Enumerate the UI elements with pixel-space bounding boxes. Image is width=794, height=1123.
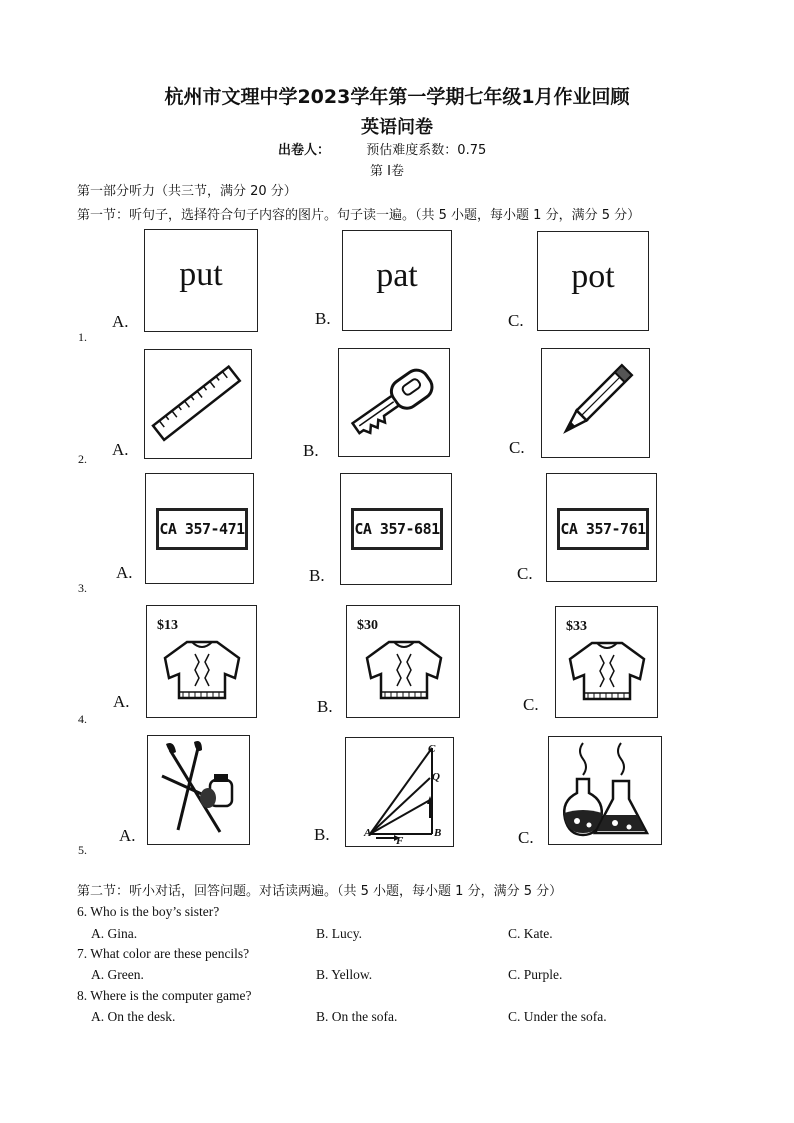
- question-7: 7. What color are these pencils?: [77, 946, 250, 961]
- option-c[interactable]: C. Kate.: [508, 926, 553, 941]
- question-6: 6. Who is the boy’s sister?: [77, 904, 220, 919]
- sweater-icon: [361, 636, 447, 706]
- vertex-label: A: [364, 827, 372, 839]
- difficulty-label: 预估难度系数：0.75: [366, 143, 487, 158]
- ruler-icon: [145, 350, 250, 457]
- option-c[interactable]: C. Under the sofa.: [508, 1009, 607, 1024]
- vertex-label: C: [428, 743, 436, 755]
- option-letter: B.: [317, 697, 333, 716]
- picture-pat[interactable]: [342, 230, 452, 331]
- part1-heading: 第一部分听力（共三节，满分 20 分）: [77, 184, 297, 199]
- picture-key[interactable]: [338, 348, 450, 457]
- picture-plate-a[interactable]: [145, 473, 254, 584]
- option-letter: B.: [315, 309, 331, 328]
- section1-heading: 第一节：听句子，选择符合句子内容的图片。句子读一遍。（共 5 小题，每小题 1 分，满分 5 分）: [77, 208, 641, 223]
- question-number: 4.: [78, 712, 87, 726]
- price-label: $30: [357, 618, 378, 633]
- option-letter: C.: [517, 564, 533, 583]
- author-label: 出卷人：: [278, 143, 331, 158]
- pencil-icon: [542, 349, 648, 456]
- option-letter: A.: [112, 312, 129, 331]
- option-b[interactable]: B. Lucy.: [316, 926, 362, 941]
- license-plate: CA 357-471: [156, 508, 248, 550]
- section2-heading: 第二节：听小对话，回答问题。对话读两遍。（共 5 小题，每小题 1 分，满分 5 分）: [77, 884, 563, 899]
- vertex-label: Q: [432, 771, 440, 783]
- license-plate: CA 357-681: [351, 508, 443, 550]
- option-c[interactable]: C. Purple.: [508, 967, 563, 982]
- option-letter: C.: [508, 311, 524, 330]
- option-letter: B.: [309, 566, 325, 585]
- picture-sweater-c[interactable]: [555, 606, 658, 718]
- option-letter: A.: [119, 826, 136, 845]
- picture-lab-flasks[interactable]: [548, 736, 662, 845]
- question-number: 1.: [78, 330, 87, 344]
- vertex-label: B: [434, 827, 442, 839]
- question-number: 2.: [78, 452, 87, 466]
- page-subtitle: 英语问卷: [361, 117, 433, 138]
- option-letter: B.: [303, 441, 319, 460]
- price-label: $13: [157, 618, 178, 633]
- question-number: 5.: [78, 843, 87, 857]
- word-pat: pat: [376, 257, 418, 294]
- sweater-icon: [564, 637, 650, 707]
- word-pot: pot: [571, 258, 615, 295]
- picture-triangle-diagram[interactable]: [345, 737, 454, 847]
- lab-flasks-icon: [549, 737, 660, 843]
- option-a[interactable]: A. On the desk.: [91, 1009, 176, 1024]
- key-icon: [339, 349, 448, 455]
- word-put: put: [179, 256, 223, 293]
- question-number: 3.: [78, 581, 87, 595]
- picture-sweater-a[interactable]: [146, 605, 257, 718]
- author-info: [278, 139, 486, 158]
- picture-pencil[interactable]: [541, 348, 650, 458]
- picture-art-tools[interactable]: [147, 735, 250, 845]
- question-8: 8. Where is the computer game?: [77, 988, 252, 1003]
- option-letter: A.: [116, 563, 133, 582]
- option-letter: C.: [523, 695, 539, 714]
- triangle-diagram-icon: [346, 738, 452, 845]
- vertex-label: F: [396, 835, 404, 845]
- sweater-icon: [159, 636, 245, 706]
- art-tools-icon: [148, 736, 248, 843]
- volume-label: 第 I卷: [370, 164, 404, 179]
- option-b[interactable]: B. On the sofa.: [316, 1009, 398, 1024]
- option-letter: A.: [112, 440, 129, 459]
- option-a[interactable]: A. Gina.: [91, 926, 138, 941]
- picture-put[interactable]: [144, 229, 258, 332]
- license-plate: CA 357-761: [557, 508, 649, 550]
- page-title: 杭州市文理中学2023学年第一学期七年级1月作业回顾: [164, 86, 630, 108]
- picture-pot[interactable]: [537, 231, 649, 331]
- option-letter: C.: [509, 438, 525, 457]
- option-letter: C.: [518, 828, 534, 847]
- option-b[interactable]: B. Yellow.: [316, 967, 373, 982]
- picture-ruler[interactable]: [144, 349, 252, 459]
- picture-sweater-b[interactable]: [346, 605, 460, 718]
- option-a[interactable]: A. Green.: [91, 967, 144, 982]
- picture-plate-c[interactable]: [546, 473, 657, 582]
- option-letter: B.: [314, 825, 330, 844]
- price-label: $33: [566, 619, 587, 634]
- picture-plate-b[interactable]: [340, 473, 452, 585]
- option-letter: A.: [113, 692, 130, 711]
